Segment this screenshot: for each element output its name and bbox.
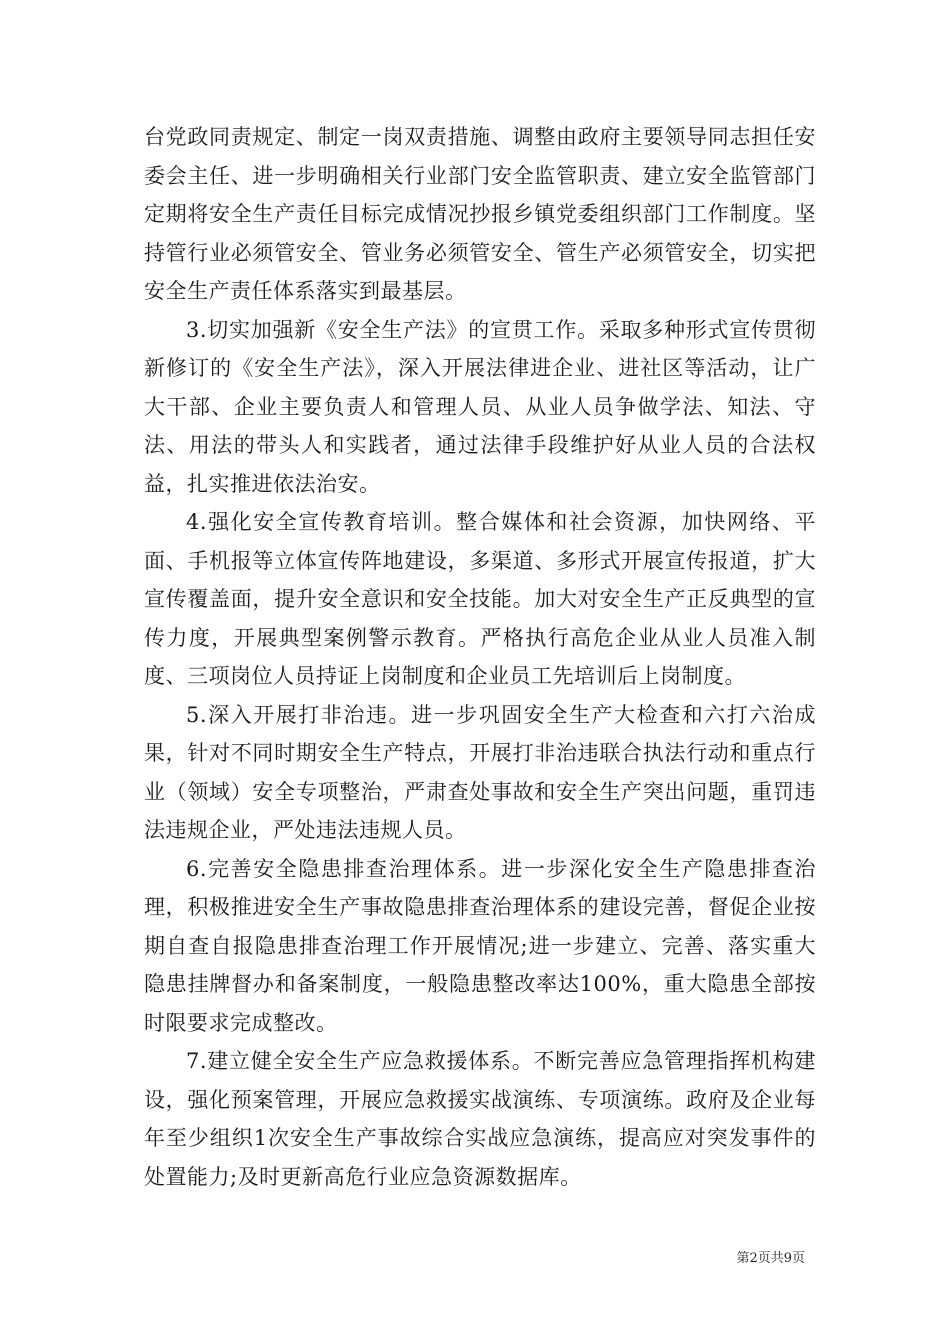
paragraph-item-3: 3.切实加强新《安全生产法》的宣贯工作。采取多种形式宣传贯彻新修订的《安全生产法》，深入开展法律进企业、进社区等活动，让广大干部、企业主要负责人和管理人员、从业人员争做学法、知法、守法、用法的带头人和实践者，通过法律手段维护好从业人员的合法权益，扎实推进依法治安。 <box>144 317 816 496</box>
paragraph-item-7: 7.建立健全安全生产应急救援体系。不断完善应急管理指挥机构建设，强化预案管理，开展应急救援实战演练、专项演练。政府及企业每年至少组织1次安全生产事故综合实战应急演练，提高应对突发事件的处置能力;及时更新高危行业应急资源数据库。 <box>144 1049 816 1189</box>
paragraph-item-5: 5.深入开展打非治违。进一步巩固安全生产大检查和六打六治成果，针对不同时期安全生产特点，开展打非治违联合执法行动和重点行业（领域）安全专项整治，严肃查处事故和安全生产突出问题，重罚违法违规企业，严处违法违规人员。 <box>144 702 816 842</box>
paragraph-continuation: 台党政同责规定、制定一岗双责措施、调整由政府主要领导同志担任安委会主任、进一步明确相关行业部门安全监管职责、建立安全监管部门定期将安全生产责任目标完成情况抄报乡镇党委组织部门工作制度。坚持管行业必须管安全、管业务必须管安全、管生产必须管安全，切实把安全生产责任体系落实到最基层。 <box>144 125 816 303</box>
paragraph-item-4: 4.强化安全宣传教育培训。整合媒体和社会资源，加快网络、平面、手机报等立体宣传阵地建设，多渠道、多形式开展宣传报道，扩大宣传覆盖面，提升安全意识和安全技能。加大对安全生产正反典型的宣传力度，开展典型案例警示教育。严格执行高危企业从业人员准入制度、三项岗位人员持证上岗制度和企业员工先培训后上岗制度。 <box>144 510 816 688</box>
page-number-footer: 第2页共9页 <box>736 1251 805 1266</box>
paragraph-item-6: 6.完善安全隐患排查治理体系。进一步深化安全生产隐患排查治理，积极推进安全生产事故隐患排查治理体系的建设完善，督促企业按期自查自报隐患排查治理工作开展情况;进一步建立、完善、落实重大隐患挂牌督办和备案制度，一般隐患整改率达100%，重大隐患全部按时限要求完成整改。 <box>144 856 816 1035</box>
document-body <box>144 118 816 1196</box>
